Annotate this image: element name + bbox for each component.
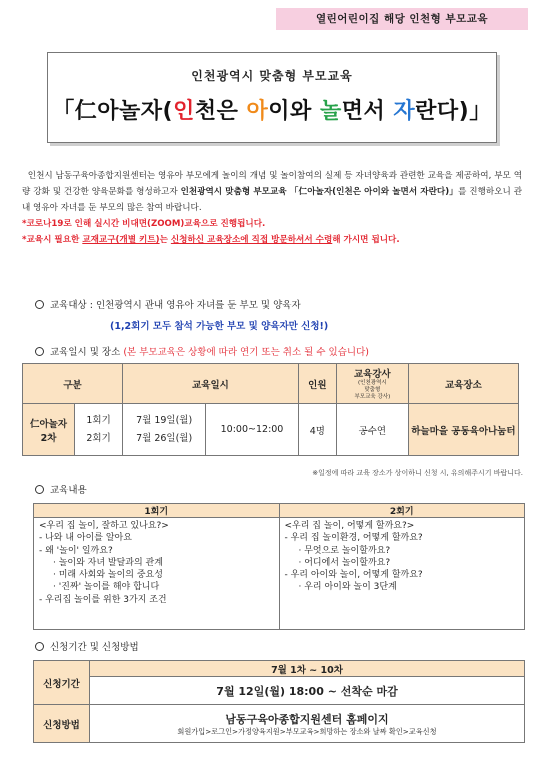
category-line2: 2차 xyxy=(40,432,57,444)
title-highlight-ja: 자 xyxy=(393,99,416,124)
note-underline-visit: 신청하신 교육장소에 직접 방문하셔서 수령 xyxy=(170,235,333,245)
header-people: 인원 xyxy=(298,364,336,404)
note-text: 는 xyxy=(159,235,171,245)
intro-note-kit xyxy=(22,232,522,248)
title-part: 란다) xyxy=(415,99,470,124)
list-item: · 어디에서 놀이할까요? xyxy=(298,557,391,568)
title-part: 이와 xyxy=(268,99,320,124)
title-main xyxy=(48,94,496,125)
title-part: 면서 xyxy=(341,99,394,124)
session-1: 1회기 xyxy=(86,414,111,426)
section-schedule xyxy=(35,344,369,358)
table-header-row xyxy=(34,504,525,518)
note-text: *교육시 필요한 xyxy=(22,235,83,245)
table-row xyxy=(34,705,525,743)
circle-bullet-icon xyxy=(35,642,44,651)
title-highlight-a: 아 xyxy=(246,99,269,124)
lecturer-sub3: 부모교육 강사) xyxy=(354,394,391,400)
date-1: 7월 19일(월) xyxy=(136,414,193,426)
section-content xyxy=(35,482,87,496)
content-label: 교육내용 xyxy=(50,485,87,496)
method-main: 남동구육아종합지원센터 홈페이지 xyxy=(225,712,389,726)
table-header-row xyxy=(23,364,519,404)
row-category xyxy=(23,404,75,456)
period-label: 신청기간 xyxy=(34,661,90,705)
category-line1: 仁아놀자 xyxy=(29,418,68,430)
header-category: 구분 xyxy=(23,364,123,404)
intro-paragraph xyxy=(22,168,522,216)
schedule-footnote: ※일정에 따라 교육 장소가 상이하니 신청 시, 유의해주시기 바랍니다. xyxy=(312,469,523,477)
list-item: - 우리집 놀이를 위한 3가지 조건 xyxy=(39,594,167,605)
apply-table xyxy=(33,660,525,743)
note-underline-kit: 교재교구(개별 키트) xyxy=(82,235,160,245)
list-item: · 우리 아이와 놀이 3단계 xyxy=(298,582,397,593)
circle-bullet-icon xyxy=(35,485,44,494)
method-cell xyxy=(90,705,525,743)
period-main-text: 7월 12일(월) 18:00 ~ 선착순 마감 xyxy=(216,684,398,698)
schedule-warning: (본 부모교육은 상황에 따라 연기 또는 취소 될 수 있습니다) xyxy=(123,347,369,358)
content-col1 xyxy=(34,518,280,630)
section-target xyxy=(35,297,301,311)
content-table xyxy=(33,503,525,630)
row-time: 10:00~12:00 xyxy=(206,404,299,456)
table-row xyxy=(34,661,525,677)
intro-text: 인천시 남동구육아종합지원센터는 영유아 부모에게 놀이의 개념 및 놀이참여의 실제 등 자녀양육과 관련한 교육을 제공하여, 부모 역량 강화 및 건강한 양육문화를 형성하고자 xyxy=(22,171,522,197)
session-2: 2회기 xyxy=(86,432,111,444)
header-lecturer xyxy=(336,364,408,404)
title-highlight-nol: 놀 xyxy=(319,99,342,124)
method-path: 회원가입>로그인>가정양육지원>부모교육>희망하는 장소와 날짜 확인>교육신청 xyxy=(177,726,437,736)
date-2: 7월 26일(월) xyxy=(136,432,193,444)
list-item: · 미래 사회와 놀이의 중요성 xyxy=(53,570,163,581)
lecturer-title: 교육강사 xyxy=(353,369,391,380)
content-col2-header: 2회기 xyxy=(279,504,525,518)
table-row xyxy=(34,677,525,705)
title-highlight-in: 인 xyxy=(173,99,195,124)
intro-program-name: 인천광역시 맞춤형 부모교육 「仁아놀자(인천은 아이와 놀면서 자란다)」 xyxy=(180,187,459,197)
table-row xyxy=(34,518,525,630)
title-subtitle: 인천광역시 맞춤형 부모교육 xyxy=(191,69,353,83)
list-item: · 놀이와 자녀 발달과의 관계 xyxy=(53,557,163,568)
list-item: - 나와 내 아이를 알아요 xyxy=(39,533,132,544)
header-tag: 열린어린이집 해당 인천형 부모교육 xyxy=(276,8,528,30)
row-sessions xyxy=(75,404,123,456)
section-apply xyxy=(35,639,139,653)
schedule-table xyxy=(22,363,519,456)
row-lecturer: 공수연 xyxy=(336,404,408,456)
intro xyxy=(22,168,522,248)
intro-text-end: 를 진행하오니 관내 영유아 자녀를 둔 부모의 많은 참여 바랍니다. xyxy=(22,187,523,213)
header-date: 교육일시 xyxy=(123,364,299,404)
header-place: 교육장소 xyxy=(408,364,518,404)
list-item: · '진짜' 놀이를 해야 합니다 xyxy=(53,582,160,593)
title-logo: 仁 xyxy=(74,99,98,124)
apply-label: 신청기간 및 신청방법 xyxy=(50,642,139,653)
target-label: 교육대상 : 인천광역시 관내 영유아 자녀를 둔 부모 및 양육자 xyxy=(50,300,301,311)
method-label: 신청방법 xyxy=(34,705,90,743)
list-item: <우리 집 놀이, 잘하고 있나요?> xyxy=(39,521,169,531)
lecturer-sub2: 맞춤형 xyxy=(364,387,381,393)
note-text: 해 가시면 됩니다. xyxy=(332,235,400,245)
list-item: - 왜 '놀이' 일까요? xyxy=(39,545,113,556)
intro-note-zoom: *코로나19로 인해 실시간 비대면(ZOOM)교육으로 진행됩니다. xyxy=(22,219,266,229)
row-dates xyxy=(123,404,206,456)
content-col1-header: 1회기 xyxy=(34,504,280,518)
title-bracket-close: 」 xyxy=(469,99,492,124)
lecturer-sub1: (인천광역시 xyxy=(357,380,387,386)
row-place: 하늘마을 공동육아나눔터 xyxy=(408,404,518,456)
title-bracket-open: 「 xyxy=(52,99,75,124)
list-item: · 무엇으로 놀이할까요? xyxy=(298,545,391,556)
circle-bullet-icon xyxy=(35,347,44,356)
title-part: 천은 xyxy=(194,99,247,124)
target-note: (1,2회기 모두 참석 가능한 부모 및 양육자만 신청!) xyxy=(110,321,329,332)
period-top: 7월 1차 ~ 10차 xyxy=(90,661,525,677)
list-item: <우리 집 놀이, 어떻게 할까요?> xyxy=(284,521,415,531)
list-item: - 우리 아이와 놀이, 어떻게 할까요? xyxy=(284,570,423,581)
row-people: 4명 xyxy=(298,404,336,456)
period-main xyxy=(90,677,525,705)
list-item: - 우리 집 놀이환경, 어떻게 할까요? xyxy=(284,533,423,544)
circle-bullet-icon xyxy=(35,300,44,309)
table-row xyxy=(23,404,519,456)
schedule-label: 교육일시 및 장소 xyxy=(50,347,121,358)
title-part: 아놀자( xyxy=(97,99,174,124)
title-box xyxy=(47,52,497,143)
content-col2 xyxy=(279,518,525,630)
